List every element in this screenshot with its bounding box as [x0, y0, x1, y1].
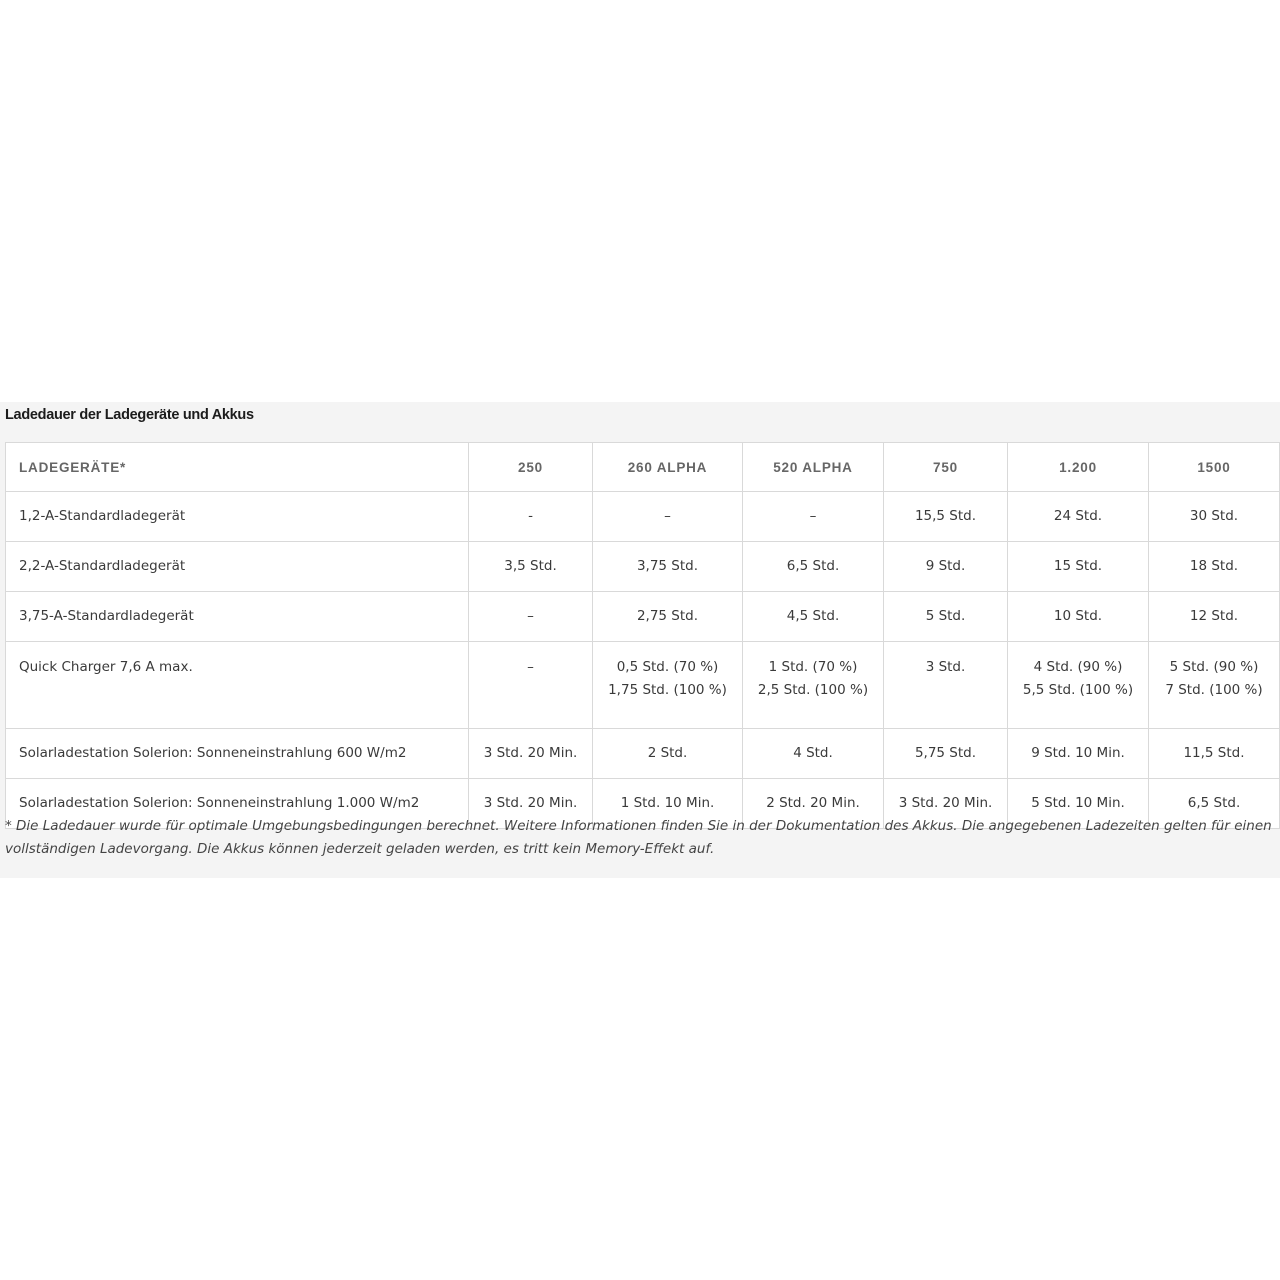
table-cell [1149, 592, 1280, 642]
table-cell [1008, 642, 1149, 729]
charging-time-table [5, 442, 1280, 829]
cell-value: 5 Std. 10 Min. [1031, 795, 1125, 811]
cell-value: 30 Std. [1189, 508, 1239, 524]
cell-value: 6,5 Std. [1187, 795, 1241, 811]
cell-value: 7 Std. (100 %) [1165, 682, 1263, 698]
cell-value: 4 Std. (90 %) [1033, 659, 1123, 675]
row-label: Solarladestation Solerion: Sonneneinstrahlung 1.000 W/m2 [6, 779, 469, 829]
cell-value: 5 Std. (90 %) [1169, 659, 1259, 675]
table-cell [884, 492, 1008, 542]
column-header-ladegeraete: LADEGERÄTE* [6, 443, 469, 492]
table-cell [884, 542, 1008, 592]
table-cell [469, 492, 593, 542]
cell-value: – [809, 508, 817, 524]
cell-value: 9 Std. 10 Min. [1031, 745, 1125, 761]
cell-value: – [527, 608, 534, 624]
table-cell [743, 642, 884, 729]
table-cell [1008, 592, 1149, 642]
table-cell [884, 642, 1008, 729]
charging-time-section [0, 402, 1280, 878]
cell-value: 2 Std. [647, 745, 688, 761]
table-row [6, 729, 1280, 779]
table-cell [1149, 492, 1280, 542]
cell-value: 2,5 Std. (100 %) [757, 682, 869, 698]
cell-value: – [527, 659, 534, 675]
table-cell [469, 642, 593, 729]
cell-value: 5 Std. [925, 608, 966, 624]
cell-value: 2 Std. 20 Min. [766, 795, 860, 811]
cell-value: 6,5 Std. [786, 558, 840, 574]
cell-value: 15,5 Std. [914, 508, 977, 524]
table-cell [884, 592, 1008, 642]
table-cell [1008, 729, 1149, 779]
cell-value: 18 Std. [1189, 558, 1239, 574]
section-title: Ladedauer der Ladegeräte und Akkus [5, 407, 254, 423]
cell-value: - [528, 508, 533, 524]
table-cell [884, 729, 1008, 779]
table-cell [1149, 642, 1280, 729]
cell-value: 5,75 Std. [914, 745, 977, 761]
cell-value: 3 Std. 20 Min. [483, 795, 578, 811]
row-label: 1,2-A-Standardladegerät [6, 492, 469, 542]
footnote: * Die Ladedauer wurde für optimale Umgebungsbedingungen berechnet. Weitere Informationen finden Sie in der Dokumentation des Akkus. Die angegebenen Ladezeiten gelten für einen vollständigen Ladevorgang. Die Akkus können jederzeit geladen werden, es tritt kein Memory-Effekt auf. [5, 818, 1272, 857]
row-label: Quick Charger 7,6 A max. [6, 642, 469, 729]
table-cell [469, 542, 593, 592]
table-cell [1008, 542, 1149, 592]
cell-value: – [664, 508, 671, 524]
column-header-750: 750 [884, 443, 1008, 492]
table-header-row [6, 443, 1280, 492]
table-cell [1149, 542, 1280, 592]
cell-value: 4,5 Std. [786, 608, 840, 624]
table-cell [593, 542, 743, 592]
column-header-260-alpha: 260 ALPHA [593, 443, 743, 492]
cell-value: 2,75 Std. [636, 608, 699, 624]
table-cell [743, 542, 884, 592]
row-label: 3,75-A-Standardladegerät [6, 592, 469, 642]
cell-value: 3 Std. 20 Min. [483, 745, 578, 761]
table-body [6, 492, 1280, 829]
cell-value: 5,5 Std. (100 %) [1022, 682, 1134, 698]
cell-value: 1 Std. 10 Min. [620, 795, 715, 811]
table-cell [469, 729, 593, 779]
table-cell [469, 592, 593, 642]
cell-value: 3 Std. [925, 659, 966, 675]
row-label: 2,2-A-Standardladegerät [6, 542, 469, 592]
cell-value: 1,75 Std. (100 %) [608, 682, 727, 698]
table-cell [593, 642, 743, 729]
cell-value: 0,5 Std. (70 %) [616, 659, 719, 675]
table-cell [593, 492, 743, 542]
cell-value: 11,5 Std. [1183, 745, 1245, 761]
table-row [6, 492, 1280, 542]
cell-value: 3,5 Std. [504, 558, 557, 574]
table-row [6, 542, 1280, 592]
cell-value: 9 Std. [925, 558, 966, 574]
column-header-250: 250 [469, 443, 593, 492]
table-cell [1149, 729, 1280, 779]
table-cell [1008, 492, 1149, 542]
table-cell [593, 592, 743, 642]
cell-value: 4 Std. [793, 745, 833, 761]
table-cell [743, 729, 884, 779]
column-header-1500: 1500 [1149, 443, 1280, 492]
cell-value: 1 Std. (70 %) [768, 659, 858, 675]
cell-value: 3,75 Std. [636, 558, 699, 574]
cell-value: 15 Std. [1053, 558, 1103, 574]
cell-value: 3 Std. 20 Min. [898, 795, 993, 811]
table-row [6, 592, 1280, 642]
row-label: Solarladestation Solerion: Sonneneinstrahlung 600 W/m2 [6, 729, 469, 779]
column-header-1200: 1.200 [1008, 443, 1149, 492]
table-cell [593, 729, 743, 779]
column-header-520-alpha: 520 ALPHA [743, 443, 884, 492]
table-cell [743, 492, 884, 542]
table-row [6, 642, 1280, 729]
table-cell [743, 592, 884, 642]
cell-value: 10 Std. [1053, 608, 1103, 624]
cell-value: 24 Std. [1053, 508, 1103, 524]
cell-value: 12 Std. [1189, 608, 1239, 624]
